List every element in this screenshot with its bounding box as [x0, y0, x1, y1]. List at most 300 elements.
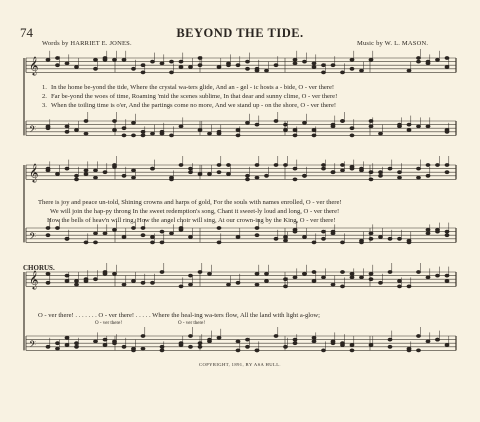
hymn-title: BEYOND THE TIDE. [176, 26, 304, 40]
note-head [103, 57, 107, 60]
note-head [322, 230, 326, 233]
note-head [331, 125, 335, 128]
note-head [151, 281, 155, 284]
note-head [436, 274, 440, 277]
note-head [369, 272, 373, 275]
note-head [360, 276, 364, 279]
note-head [417, 271, 421, 274]
note-head [227, 164, 231, 167]
note-head [217, 241, 221, 244]
note-head [350, 134, 354, 137]
note-head [331, 64, 335, 67]
note-head [255, 283, 259, 286]
note-head [436, 58, 440, 61]
note-head [189, 283, 193, 286]
note-head [379, 174, 383, 177]
note-head [255, 234, 259, 237]
note-head [255, 272, 259, 275]
note-head [426, 232, 430, 235]
note-head [445, 344, 449, 347]
note-head [151, 167, 155, 170]
verse-line-6: How the bells of heav'n will ring, How the angel choir will sing, At our crown-ing by the King, O - ver there! [47, 217, 336, 224]
note-head [265, 174, 269, 177]
note-head [189, 335, 193, 338]
chorus-line: O - ver there! . . . . . . . O - ver there! . . . . . Where the heal-ing wa-ters flow, All the land with light a-glow; [38, 312, 320, 319]
note-head [341, 120, 345, 123]
note-head [227, 283, 231, 286]
treble-clef-icon: 𝄞 [29, 56, 39, 75]
note-head [46, 272, 50, 275]
note-head [331, 283, 335, 286]
note-head [179, 125, 183, 128]
note-head [445, 234, 449, 237]
note-head [160, 241, 164, 244]
note-head [417, 167, 421, 170]
note-head [65, 336, 69, 339]
note-head [293, 230, 297, 233]
note-head [379, 281, 383, 284]
note-head [293, 178, 297, 181]
note-head [46, 281, 50, 284]
note-head [407, 285, 411, 288]
note-head [426, 174, 430, 177]
note-head [217, 227, 221, 230]
note-head [284, 345, 288, 348]
note-head [65, 237, 69, 240]
note-head [426, 125, 430, 128]
note-head [236, 281, 240, 284]
note-head [379, 236, 383, 239]
note-head [312, 62, 316, 65]
note-head [132, 134, 136, 137]
note-head [198, 129, 202, 132]
page-number: 74 [20, 25, 33, 40]
note-head [46, 345, 50, 348]
note-head [407, 241, 411, 244]
note-head [312, 241, 316, 244]
note-head [293, 276, 297, 279]
note-head [350, 127, 354, 130]
note-head [56, 57, 60, 60]
note-head [160, 62, 164, 65]
note-head [398, 280, 402, 283]
note-head [236, 134, 240, 137]
note-head [341, 285, 345, 288]
note-head [303, 272, 307, 275]
note-head [208, 173, 212, 176]
note-head [75, 342, 79, 345]
note-head [350, 272, 354, 275]
note-head [236, 236, 240, 239]
note-head [246, 67, 250, 70]
note-head [369, 237, 373, 240]
note-head [189, 171, 193, 174]
note-head [388, 345, 392, 348]
note-head [132, 121, 136, 124]
note-head [360, 167, 364, 170]
note-head [46, 167, 50, 170]
note-head [141, 347, 145, 350]
note-head [312, 336, 316, 339]
note-head [65, 125, 69, 128]
note-head [179, 66, 183, 69]
note-head [293, 58, 297, 61]
note-head [217, 171, 221, 174]
note-head [198, 345, 202, 348]
note-head [293, 129, 297, 132]
note-head [407, 347, 411, 350]
note-head [426, 60, 430, 63]
note-head [65, 274, 69, 277]
note-head [303, 236, 307, 239]
note-head [113, 165, 117, 168]
note-head [170, 176, 174, 179]
note-head [246, 338, 250, 341]
note-head [369, 178, 373, 181]
note-head [56, 227, 60, 230]
note-head [445, 171, 449, 174]
note-head [75, 66, 79, 69]
note-head [341, 169, 345, 172]
note-head [360, 241, 364, 244]
note-head [436, 338, 440, 341]
note-head [236, 340, 240, 343]
note-head [322, 64, 326, 67]
note-head [84, 280, 88, 283]
note-head [398, 123, 402, 126]
note-head [312, 66, 316, 69]
note-head [160, 230, 164, 233]
note-head [255, 123, 259, 126]
note-head [132, 227, 136, 230]
note-head [246, 121, 250, 124]
note-head [293, 342, 297, 345]
note-head [132, 280, 136, 283]
note-head [75, 283, 79, 286]
note-head [65, 344, 69, 347]
note-head [122, 134, 126, 137]
note-head [312, 129, 316, 132]
note-head [84, 120, 88, 123]
note-head [113, 272, 117, 275]
note-head [170, 71, 174, 74]
note-head [341, 241, 345, 244]
note-head [312, 340, 316, 343]
note-head [322, 167, 326, 170]
note-head [113, 120, 117, 123]
note-head [198, 173, 202, 176]
note-head [122, 345, 126, 348]
note-head [312, 134, 316, 137]
note-head [46, 227, 50, 230]
note-head [122, 127, 126, 130]
note-head [331, 342, 335, 345]
note-head [141, 130, 145, 133]
treble-clef-icon: 𝄞 [29, 270, 39, 289]
note-head [75, 345, 79, 348]
note-head [46, 234, 50, 237]
note-head [341, 344, 345, 347]
note-head [322, 349, 326, 352]
note-head [84, 169, 88, 172]
note-head [94, 241, 98, 244]
note-head [189, 236, 193, 239]
note-head [132, 349, 136, 352]
note-head [94, 278, 98, 281]
note-head [445, 230, 449, 233]
note-head [388, 237, 392, 240]
note-head [65, 280, 69, 283]
note-head [217, 164, 221, 167]
note-head [350, 349, 354, 352]
note-head [65, 167, 69, 170]
note-head [284, 285, 288, 288]
note-head [151, 236, 155, 239]
note-head [65, 130, 69, 133]
note-head [56, 64, 60, 67]
note-head [274, 64, 278, 67]
note-head [94, 67, 98, 70]
note-head [122, 58, 126, 61]
note-head [198, 342, 202, 345]
verse-line-3: 3. When the toiling time is o'er, And the partings come no more, And we stand up - on the shore, O - ver there! [42, 102, 337, 109]
note-head [170, 60, 174, 63]
note-head [255, 176, 259, 179]
note-head [75, 178, 79, 181]
note-head [284, 129, 288, 132]
note-head [113, 228, 117, 231]
note-head [198, 57, 202, 60]
note-head [360, 69, 364, 72]
note-head [132, 169, 136, 172]
note-head [417, 176, 421, 179]
note-head [75, 174, 79, 177]
note-head [56, 173, 60, 176]
note-head [284, 278, 288, 281]
note-head [436, 164, 440, 167]
note-head [255, 227, 259, 230]
copyright-notice: COPYRIGHT, 1891, BY ASA HULL. [199, 362, 281, 367]
note-head [122, 283, 126, 286]
note-head [388, 271, 392, 274]
note-head [103, 171, 107, 174]
note-head [227, 173, 231, 176]
note-head [189, 345, 193, 348]
note-head [284, 164, 288, 167]
note-head [84, 241, 88, 244]
note-head [141, 234, 145, 237]
note-head [208, 340, 212, 343]
note-head [379, 132, 383, 135]
note-head [84, 132, 88, 135]
note-head [322, 276, 326, 279]
note-head [284, 123, 288, 126]
words-credit: Words by HARRIET E. JONES. [42, 40, 132, 47]
note-head [388, 338, 392, 341]
note-head [407, 129, 411, 132]
note-head [398, 237, 402, 240]
verse-line-4: There is joy and peace un-told, Shining crowns and harps of gold, For the souls with names enrolled, O - ver there! [38, 199, 342, 206]
note-head [141, 71, 145, 74]
note-head [341, 271, 345, 274]
note-head [179, 164, 183, 167]
note-head [141, 335, 145, 338]
note-head [113, 340, 117, 343]
note-head [284, 239, 288, 242]
note-head [160, 349, 164, 352]
note-head [293, 338, 297, 341]
note-head [255, 164, 259, 167]
note-head [417, 125, 421, 128]
note-head [122, 236, 126, 239]
note-head [388, 167, 392, 170]
note-head [236, 64, 240, 67]
note-head [293, 134, 297, 137]
note-head [227, 64, 231, 67]
note-head [417, 349, 421, 352]
note-head [265, 272, 269, 275]
note-head [398, 285, 402, 288]
note-head [255, 349, 259, 352]
bass-clef-icon: 𝄢 [29, 124, 37, 137]
note-head [160, 345, 164, 348]
note-head [312, 280, 316, 283]
note-head [217, 130, 221, 133]
note-head [265, 69, 269, 72]
note-head [217, 336, 221, 339]
note-head [94, 58, 98, 61]
note-head [189, 167, 193, 170]
note-head [426, 276, 430, 279]
note-head [350, 276, 354, 279]
note-head [46, 125, 50, 128]
note-head [151, 132, 155, 135]
note-head [303, 174, 307, 177]
note-head [208, 272, 212, 275]
note-head [369, 125, 373, 128]
note-head [141, 281, 145, 284]
note-head [236, 349, 240, 352]
note-head [350, 58, 354, 61]
note-head [274, 237, 278, 240]
note-head [274, 120, 278, 123]
note-head [75, 280, 79, 283]
note-head [293, 167, 297, 170]
note-head [445, 280, 449, 283]
note-head [445, 57, 449, 60]
note-head [179, 342, 183, 345]
note-head [445, 274, 449, 277]
note-head [113, 129, 117, 132]
treble-clef-icon: 𝄞 [29, 163, 39, 182]
note-head [122, 174, 126, 177]
note-head [179, 227, 183, 230]
note-head [350, 67, 354, 70]
note-head [141, 134, 145, 137]
note-head [84, 173, 88, 176]
note-head [179, 285, 183, 288]
note-head [369, 171, 373, 174]
note-head [217, 66, 221, 69]
note-head [236, 129, 240, 132]
note-head [246, 178, 250, 181]
note-head [369, 58, 373, 61]
verse-line-2: 2. Far be-yond the woes of time, Roaming 'mid the scenes sublime, In that dear and sunny clime, O - ver there! [42, 93, 338, 100]
chorus-echo-1: O - ver there! [95, 321, 123, 326]
note-head [94, 340, 98, 343]
note-head [103, 344, 107, 347]
note-head [379, 171, 383, 174]
note-head [445, 164, 449, 167]
bass-clef-icon: 𝄢 [29, 231, 37, 244]
note-head [151, 60, 155, 63]
note-head [141, 227, 145, 230]
note-head [398, 171, 402, 174]
chorus-echo-2: O - ver there! [178, 321, 206, 326]
note-head [341, 71, 345, 74]
verse-line-5: We will join the hap-py throng In the sweet redemption's song, Chant it sweet-ly loud and long, O - ver there! [50, 208, 340, 215]
note-head [426, 228, 430, 231]
note-head [160, 271, 164, 274]
note-head [417, 57, 421, 60]
note-head [56, 342, 60, 345]
music-credit: Music by W. L. MASON. [357, 40, 429, 47]
note-head [417, 335, 421, 338]
note-head [331, 230, 335, 233]
note-head [56, 347, 60, 350]
note-head [151, 241, 155, 244]
note-head [170, 232, 174, 235]
note-head [350, 344, 354, 347]
note-head [65, 62, 69, 65]
note-head [407, 69, 411, 72]
verse-line-1: 1. In the home be-yond the tide, Where the crystal wa-ters glide, And an - gel - ic hosts a - bide, O - ver there! [42, 84, 335, 91]
note-head [198, 271, 202, 274]
note-head [369, 120, 373, 123]
note-head [113, 58, 117, 61]
note-head [103, 232, 107, 235]
note-head [322, 164, 326, 167]
note-head [208, 132, 212, 135]
note-head [132, 176, 136, 179]
note-head [322, 237, 326, 240]
note-head [179, 60, 183, 63]
note-head [265, 280, 269, 283]
note-head [341, 164, 345, 167]
note-head [255, 69, 259, 72]
note-head [75, 129, 79, 132]
note-head [189, 274, 193, 277]
note-head [445, 66, 449, 69]
note-head [103, 338, 107, 341]
note-head [436, 228, 440, 231]
note-head [303, 121, 307, 124]
note-head [445, 129, 449, 132]
note-head [369, 278, 373, 281]
note-head [246, 345, 250, 348]
note-head [160, 132, 164, 135]
note-head [293, 62, 297, 65]
note-head [426, 164, 430, 167]
note-head [94, 176, 98, 179]
note-head [132, 67, 136, 70]
note-head [369, 232, 373, 235]
note-head [198, 64, 202, 67]
note-head [274, 164, 278, 167]
note-head [284, 236, 288, 239]
note-head [417, 60, 421, 63]
note-head [246, 174, 250, 177]
